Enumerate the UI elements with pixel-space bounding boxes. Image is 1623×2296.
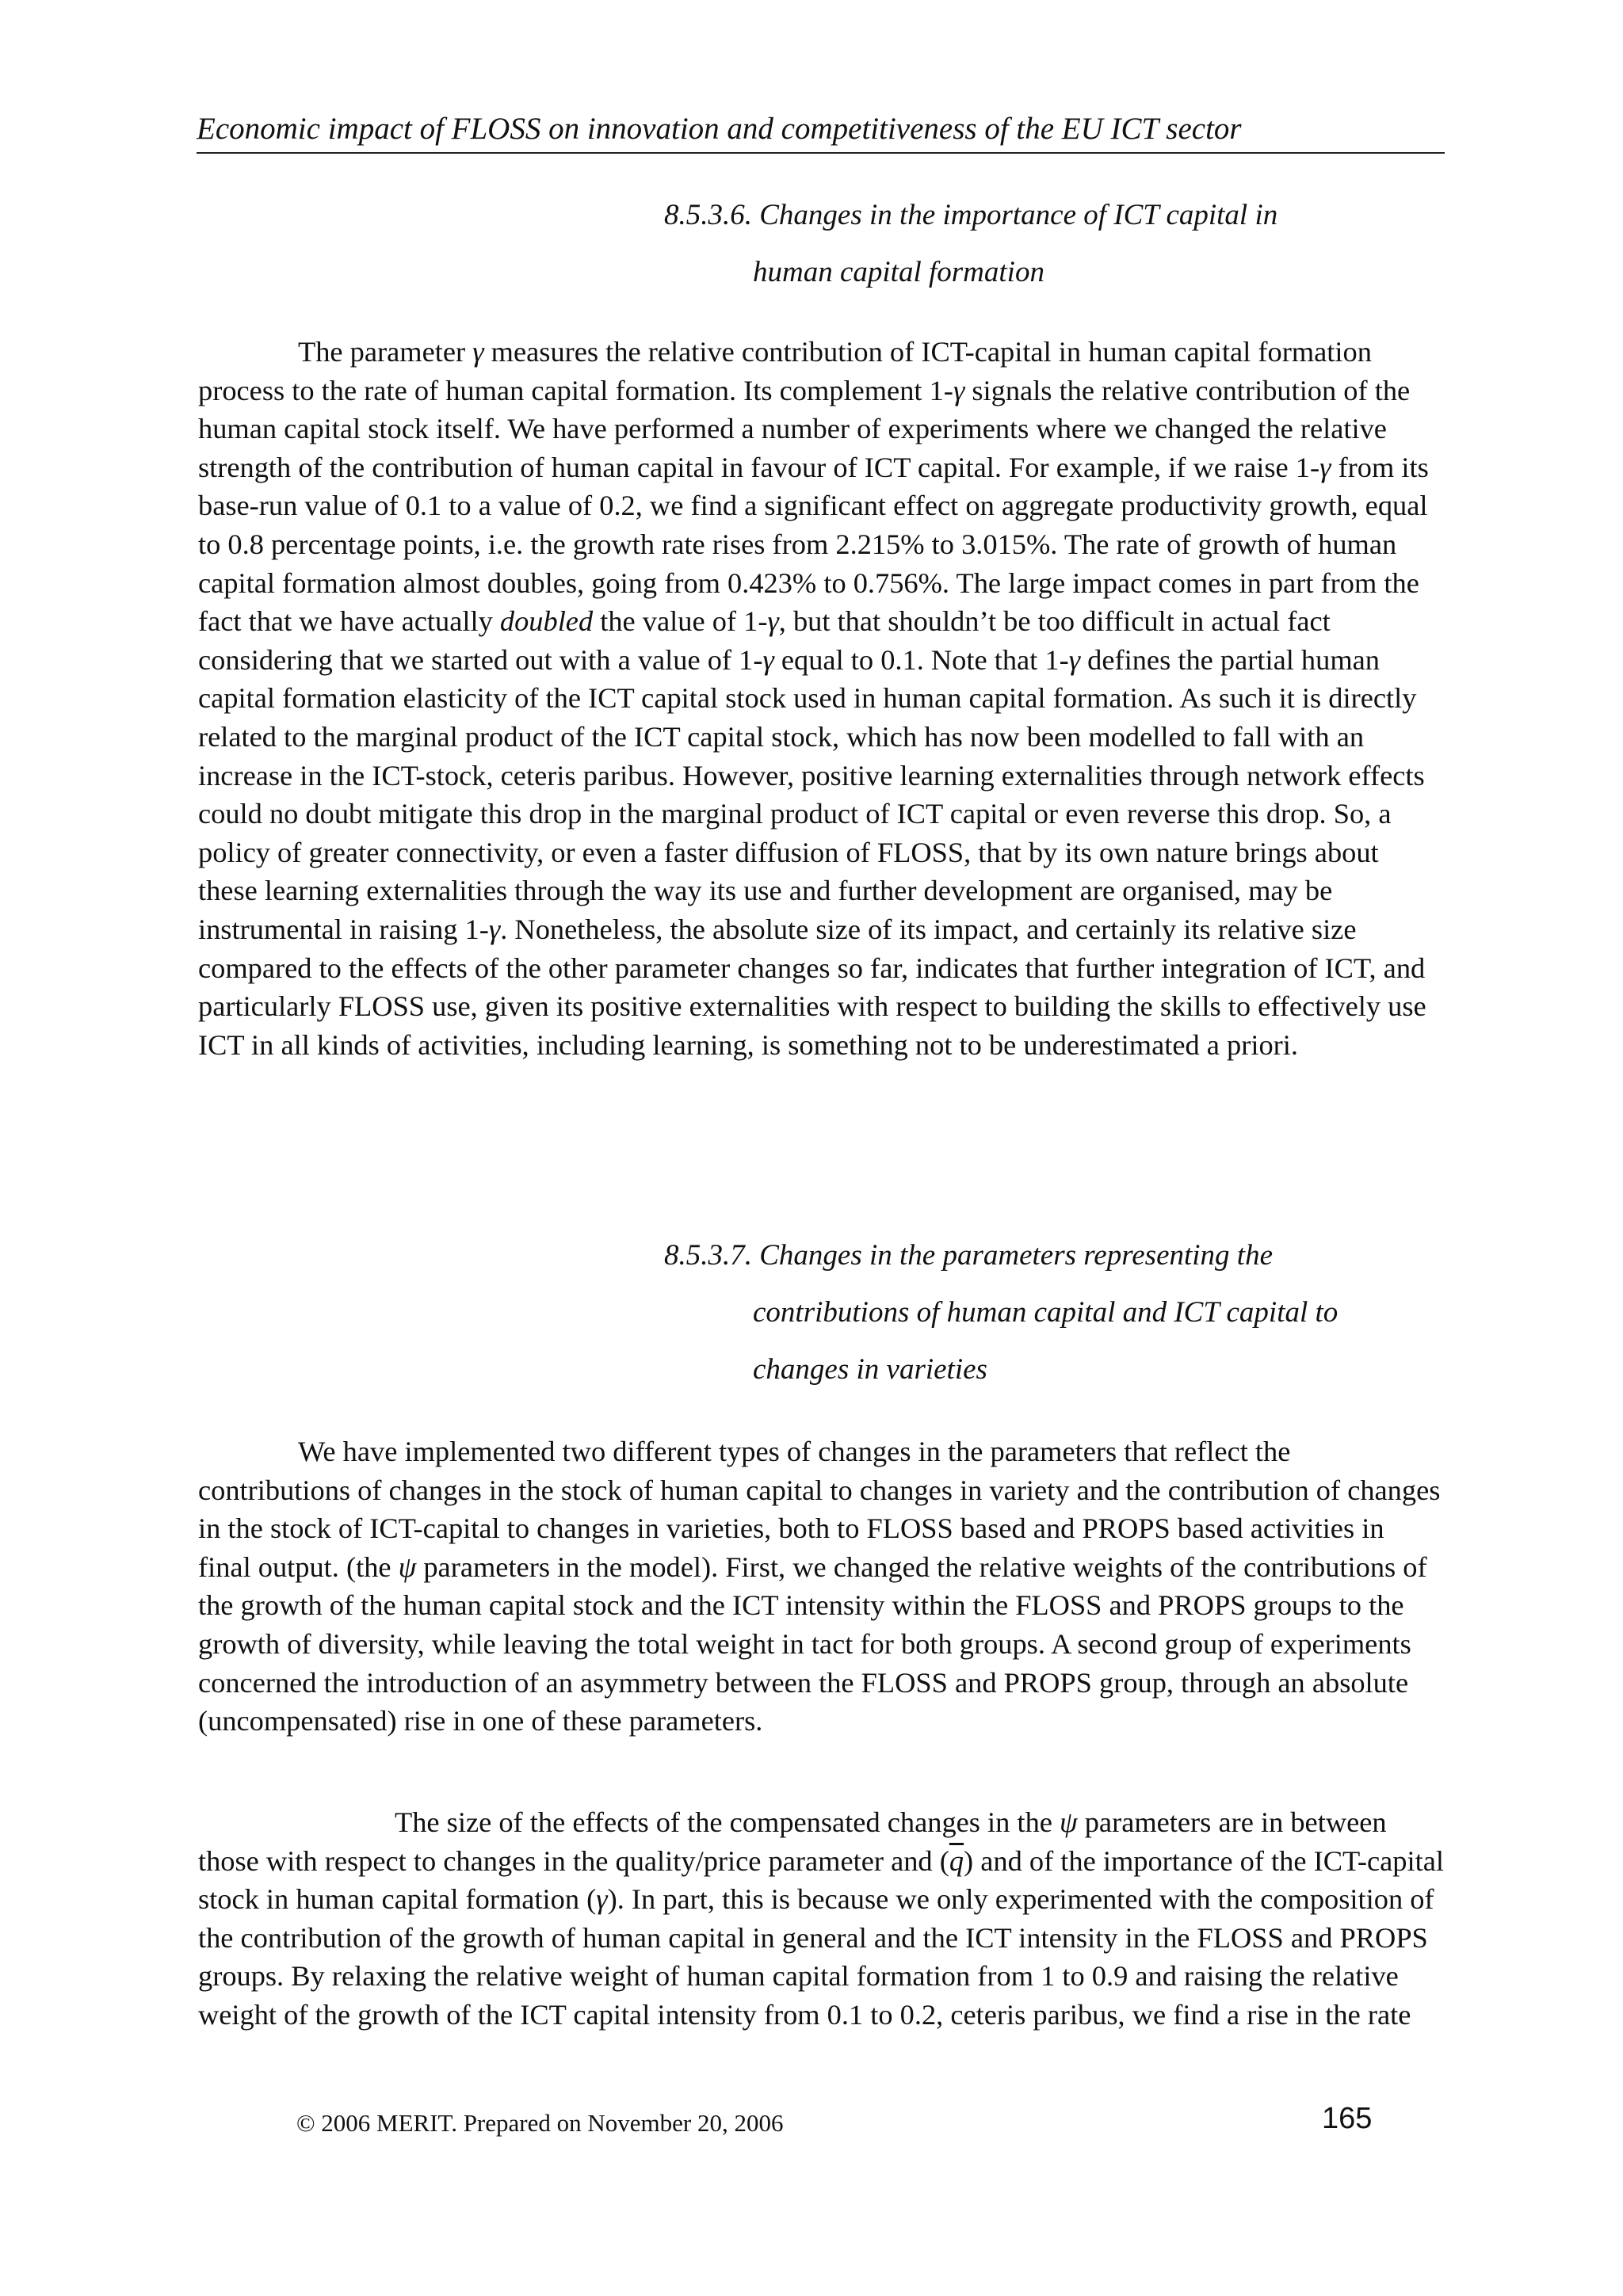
section-heading-8-5-3-7: [664, 1227, 1338, 1398]
gamma-symbol: γ: [953, 374, 965, 406]
paragraph-text: The size of the effects of the compensated changes in the ψ parameters are in between those with respect to changes in the quality/price parameter and $(\overline{q})$ and of the importance of the ICT-capital stock in human capital formation (γ). In part, this is because we only experimented with the composition of the contribution of the growth of human capital in general and the ICT intensity in the FLOSS and PROPS groups. By relaxing the relative weight of human capital formation from 1 to 0.9 and raising the relative weight of the growth of the ICT capital intensity from 0.1 to 0.2, ceteris paribus, we find a rise in the rate: [198, 1806, 1444, 2031]
section-heading-8-5-3-6: [664, 187, 1277, 301]
paragraph-text: The parameter γ measures the relative contribution of ICT-capital in human capital formation process to the rate of human capital formation. Its complement 1-γ signals the relative contribution of the human capital stock itself. We have performed a number of experiments where we changed the relative strength of the contribution of human capital in favour of ICT capital. For example, if we raise 1-γ from its base-run value of 0.1 to a value of 0.2, we find a significant effect on aggregate productivity growth, equal to 0.8 percentage points, i.e. the growth rate rises from 2.215% to 3.015%. The rate of growth of human capital formation almost doubles, going from 0.423% to 0.756%. The large impact comes in part from the fact that we have actually doubled the value of 1-γ, but that shouldn’t be too difficult in actual fact considering that we started out with a value of 1-γ equal to 0.1. Note that 1-γ defines the partial human capital formation elasticity of the ICT capital stock used in human capital formation. As such it is directly related to the marginal product of the ICT capital stock, which has now been modelled to fall with an increase in the ICT-stock, ceteris paribus. However, positive learning externalities through network effects could no doubt mitigate this drop in the marginal product of ICT capital or even reverse this drop. So, a policy of greater connectivity, or even a faster diffusion of FLOSS, that by its own nature brings about these learning externalities through the way its use and further development are organised, may be instrumental in raising 1-γ. Nonetheless, the absolute size of its impact, and certainly its relative size compared to the effects of the other parameter changes so far, indicates that further integration of ICT, and particularly FLOSS use, given its positive externalities with respect to building the skills to effectively use ICT in all kinds of activities, including learning, is something not to be underestimated a priori.: [198, 336, 1429, 1061]
section-heading-line: human capital formation: [753, 256, 1044, 288]
psi-symbol: ψ: [398, 1550, 417, 1583]
paragraph-compensated-changes: [198, 1803, 1444, 2035]
footer-copyright: © 2006 MERIT. Prepared on November 20, 2006: [296, 2109, 784, 2137]
gamma-symbol: γ: [1068, 643, 1081, 676]
q-bar-symbol: $\overline{q}$: [949, 1844, 964, 1877]
gamma-symbol: γ: [596, 1883, 608, 1916]
section-heading-line: changes in varieties: [753, 1353, 987, 1386]
section-heading-line: 8.5.3.6. Changes in the importance of ICT capital in: [664, 199, 1278, 231]
gamma-symbol: γ: [472, 336, 484, 368]
paragraph-psi-parameters: [198, 1432, 1444, 1741]
running-header: [197, 109, 1445, 154]
paragraph-ict-capital: [198, 333, 1444, 1064]
running-header-title: Economic impact of FLOSS on innovation and competitiveness of the EU ICT sector: [197, 112, 1242, 146]
paragraph-text: We have implemented two different types of changes in the parameters that reflect the contributions of changes in the stock of human capital to changes in variety and the contribution of changes in the stock of ICT-capital to changes in varieties, both to FLOSS based and PROPS based activities in final output. (the ψ parameters in the model). First, we changed the relative weights of the contributions of the growth of the human capital stock and the ICT intensity within the FLOSS and PROPS groups to the growth of diversity, while leaving the total weight in tact for both groups. A second group of experiments concerned the introduction of an asymmetry between the FLOSS and PROPS group, through an absolute (uncompensated) rise in one of these parameters.: [198, 1436, 1441, 1737]
section-heading-line: 8.5.3.7. Changes in the parameters representing the: [664, 1239, 1274, 1272]
page-number: 165: [1322, 2102, 1373, 2135]
gamma-symbol: γ: [488, 913, 501, 945]
emphasis-doubled: doubled: [499, 605, 594, 638]
gamma-symbol: γ: [1319, 451, 1331, 483]
psi-symbol: ψ: [1060, 1806, 1078, 1838]
section-heading-line: contributions of human capital and ICT capital to: [753, 1296, 1338, 1329]
gamma-symbol: γ: [762, 643, 774, 676]
gamma-symbol: γ: [767, 605, 779, 638]
